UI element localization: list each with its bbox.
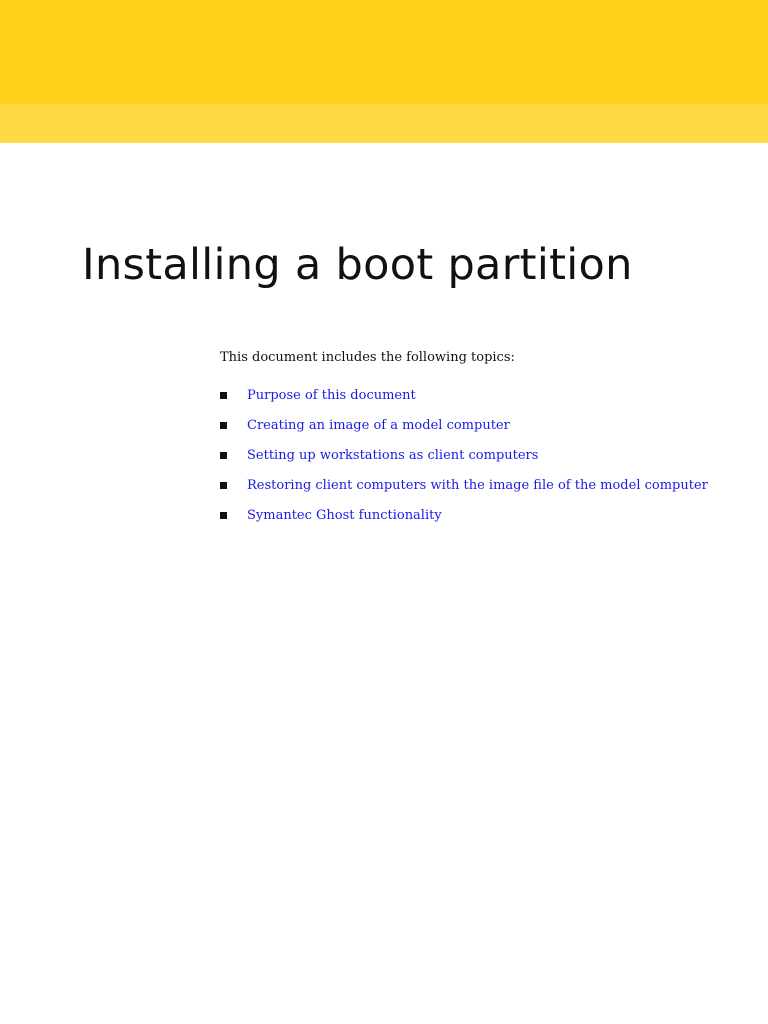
square-bullet-icon — [220, 422, 227, 429]
square-bullet-icon — [220, 392, 227, 399]
topic-item — [220, 410, 708, 440]
topics-intro: This document includes the following topics: — [220, 350, 515, 365]
header-band-bottom — [0, 104, 768, 143]
topic-item — [220, 380, 708, 410]
topic-link-setting-up-workstations[interactable]: Setting up workstations as client computers — [247, 447, 539, 463]
topic-link-restoring-clients[interactable]: Restoring client computers with the image file of the model computer — [247, 477, 708, 493]
topic-link-creating-image[interactable]: Creating an image of a model computer — [247, 417, 510, 433]
topic-link-ghost-functionality[interactable]: Symantec Ghost functionality — [247, 507, 442, 523]
header-band-top — [0, 0, 768, 104]
square-bullet-icon — [220, 512, 227, 519]
topic-item — [220, 440, 708, 470]
square-bullet-icon — [220, 482, 227, 489]
square-bullet-icon — [220, 452, 227, 459]
topic-link-purpose[interactable]: Purpose of this document — [247, 387, 416, 403]
chapter-title: Installing a boot partition — [82, 240, 633, 290]
topics-list — [220, 380, 708, 530]
topic-item — [220, 500, 708, 530]
topic-item — [220, 470, 708, 500]
